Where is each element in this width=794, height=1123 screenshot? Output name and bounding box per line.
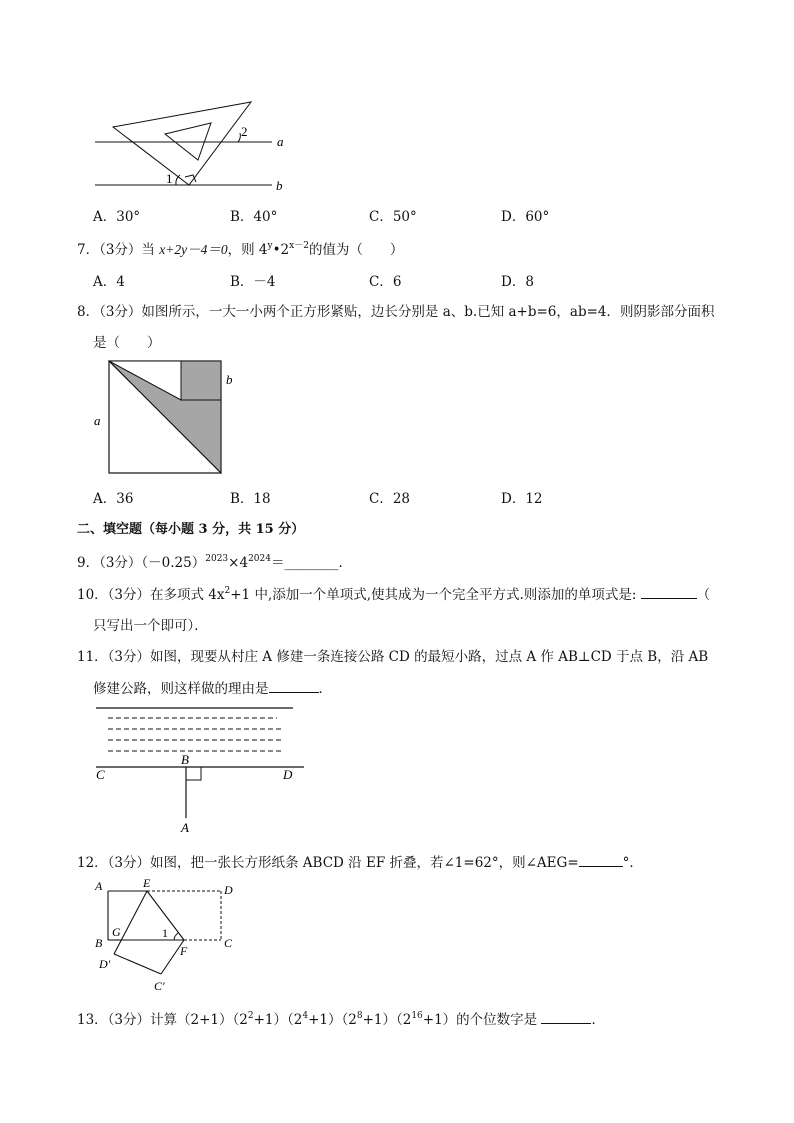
q11-answer-blank[interactable] (269, 680, 319, 693)
label-c: C (96, 767, 105, 782)
q12-answer-blank[interactable] (579, 854, 623, 867)
label-b: B (181, 752, 189, 767)
question-8-line2: 是（ ） (93, 335, 161, 351)
question-11-line1: 11．（3分）如图，现要从村庄 A 修建一条连接公路 CD 的最短小路，过点 A 作 AB⊥CD 于点 B，沿 AB (77, 649, 709, 665)
q13-answer-blank[interactable] (541, 1011, 591, 1024)
q8-option-b[interactable]: B．18 (230, 491, 271, 507)
label-a: a (277, 134, 284, 149)
question-10-line2: 只写出一个即可）． (93, 618, 208, 634)
q8-option-a[interactable]: A．36 (93, 491, 134, 507)
label-a: A (95, 879, 103, 893)
label-a: a (94, 413, 101, 428)
question-11-line2: 修建公路，则这样做的理由是 ． (93, 681, 332, 697)
label-c: C (224, 936, 233, 950)
label-d: D (224, 883, 233, 897)
q6-option-c[interactable]: C．50° (369, 209, 417, 225)
label-1: 1 (162, 926, 168, 940)
figure-q11 (90, 700, 310, 840)
q7-option-a[interactable]: A．4 (93, 274, 125, 290)
q6-option-b[interactable]: B．40° (230, 209, 278, 225)
figure-q12 (90, 876, 250, 1000)
figure-q6 (90, 95, 300, 195)
label-1: 1 (166, 171, 173, 186)
q8-option-c[interactable]: C．28 (369, 491, 411, 507)
q7-option-d[interactable]: D．8 (501, 274, 534, 290)
label-c-prime: C′ (154, 979, 165, 993)
label-2: 2 (241, 124, 248, 139)
label-b: B (95, 936, 103, 950)
q7-option-b[interactable]: B．－4 (230, 274, 276, 290)
label-b: b (226, 372, 233, 387)
question-10-line1: 10．（3分）在多项式 $4x^2+1$ 中,添加一个单项式,使其成为一个完全平方式.则添加的单项式是: （ (77, 586, 711, 603)
figure-q8 (90, 358, 250, 478)
q10-answer-blank[interactable] (641, 586, 697, 599)
label-d-prime: D′ (99, 957, 111, 971)
label-d: D (283, 767, 293, 782)
question-9: 9．（3分）$(-0.25)^{2023}\times 4^{2024}=\_\_\_\_\_\_\_\_$． (77, 554, 352, 571)
question-13: 13．（3分）计算$(2+1)(2^2+1)(2^4+1)(2^8+1)(2^{16}+1)$的个位数字是 ． (77, 1011, 605, 1028)
label-a: A (181, 820, 189, 835)
q6-option-a[interactable]: A．30° (93, 209, 141, 225)
q8-option-d[interactable]: D．12 (501, 491, 543, 507)
label-e: E (143, 876, 151, 890)
label-b: b (276, 178, 283, 193)
question-8-line1: 8．（3分）如图所示，一大一小两个正方形紧贴，边长分别是 a、b.已知 a+b=6，ab=4．则阴影部分面积 (77, 304, 715, 320)
label-f: F (180, 944, 188, 958)
q6-option-d[interactable]: D．60° (501, 209, 550, 225)
label-g: G (112, 925, 121, 939)
q7-option-c[interactable]: C．6 (369, 274, 402, 290)
question-12: 12．（3分）如图，把一张长方形纸条 ABCD 沿 EF 折叠，若∠1=62°，则∠AEG= °． (77, 855, 643, 871)
section-2-title: 二、填空题（每小题 3 分，共 15 分） (77, 522, 305, 537)
question-7: 7．（3分）当 x+2y－4＝0，则 $4^y•2^{x-2}$的值为（ ） (77, 241, 404, 258)
